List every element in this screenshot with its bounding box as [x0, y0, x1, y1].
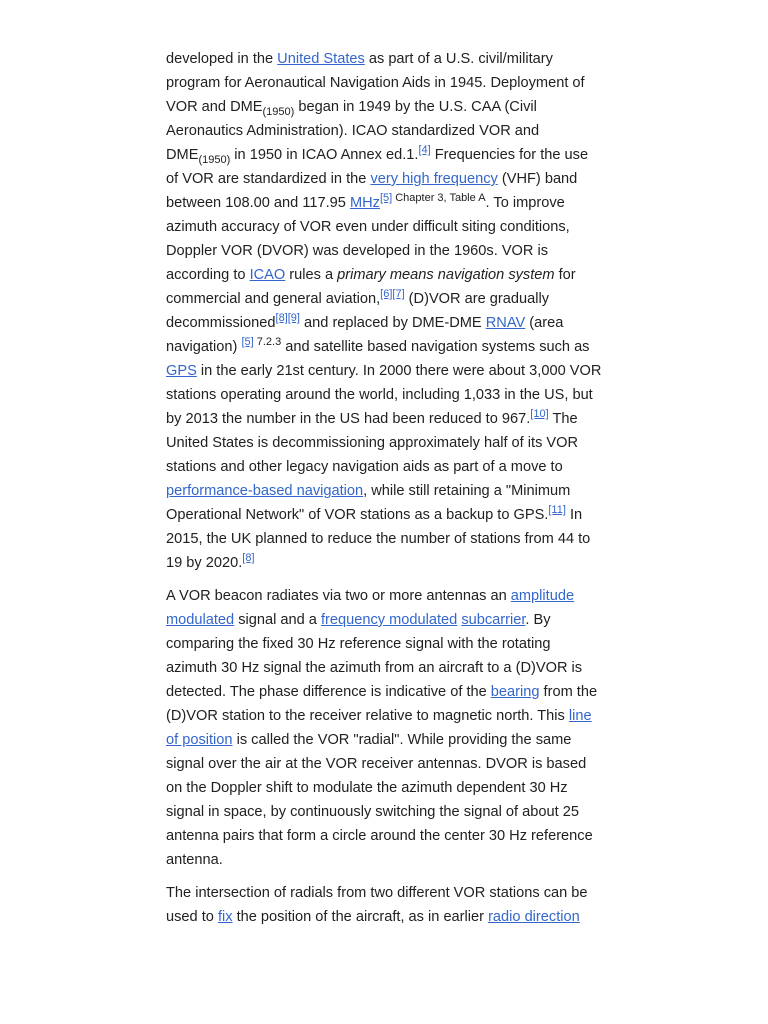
text: . By comparing the fixed 30 Hz reference signal with the rotating azimuth 30 Hz signal the azimuth from an aircraft to a (D)VOR is detected. The phase difference is indicative of the — [166, 612, 583, 700]
text: began in 1949 by the U.S. CAA (Civil Aeronautics Administration). ICAO standardized VOR and DME — [166, 99, 540, 163]
reference-8[interactable]: [8] — [242, 552, 255, 565]
text: In 2015, the UK planned to reduce the number of stations from 44 to 19 by 2020. — [166, 507, 591, 571]
reference-9[interactable]: [9] — [287, 312, 300, 325]
link-gps[interactable]: GPS — [166, 363, 197, 379]
link-very-high-frequency[interactable]: very high frequency — [370, 171, 498, 187]
text: A VOR beacon radiates via two or more antennas an — [166, 588, 511, 604]
text: , while still retaining a "Minimum Operational Network" of VOR stations as a backup to GPS. — [166, 483, 571, 523]
link-performance-based-navigation[interactable]: performance-based navigation — [166, 483, 364, 499]
reference-page-note: 7.2.3 — [253, 336, 282, 349]
text: the position of the aircraft, as in earlier — [232, 909, 489, 925]
link-subcarrier[interactable]: subcarrier — [461, 612, 526, 628]
text: in the early 21st century. In 2000 there were about 3,000 VOR stations operating around the world, including 1,033 in the US, but by 2013 the number in the US had been reduced to 967. — [166, 363, 602, 427]
paragraph-history — [166, 47, 602, 575]
text: (VHF) band between 108.00 and 117.95 — [166, 171, 578, 211]
text: (D)VOR are gradually decommissioned — [166, 291, 549, 331]
text: signal and a — [234, 612, 321, 628]
reference-11[interactable]: [11] — [548, 504, 566, 517]
subscript-1950: (1950) — [262, 105, 295, 118]
text: . To improve azimuth accuracy of VOR even under difficult siting conditions, Doppler VOR (DVOR) was developed in the 1960s. VOR is according to — [166, 195, 570, 283]
reference-5[interactable]: [5] — [379, 192, 393, 205]
link-frequency-modulated[interactable]: frequency modulated — [320, 612, 458, 628]
link-radio-direction[interactable]: radio direction — [488, 909, 580, 925]
reference-page-note: Chapter 3, Table A — [392, 192, 486, 205]
link-mhz[interactable]: MHz — [349, 195, 380, 211]
paragraph-operation — [166, 584, 602, 872]
link-rnav[interactable]: RNAV — [485, 315, 526, 331]
text: as part of a U.S. civil/military program for Aeronautical Navigation Aids in 1945. Deployment of VOR and DME — [166, 51, 585, 115]
link-amplitude-modulated[interactable]: amplitude modulated — [166, 588, 575, 628]
link-icao[interactable]: ICAO — [249, 267, 286, 283]
italic-term: primary means navigation system — [337, 267, 555, 283]
text: for commercial and general aviation, — [166, 267, 576, 307]
text: (area navigation) — [166, 315, 564, 355]
text: and satellite based navigation systems such as — [281, 339, 590, 355]
reference-4[interactable]: [4] — [418, 144, 431, 157]
text: The United States is decommissioning approximately half of its VOR stations and other legacy navigation aids as part of a move to — [166, 411, 579, 475]
text: The intersection of radials from two different VOR stations can be used to — [166, 885, 588, 925]
article-body — [166, 47, 602, 938]
text: rules a — [285, 267, 338, 283]
link-bearing[interactable]: bearing — [490, 684, 540, 700]
reference-7[interactable]: [7] — [392, 288, 405, 301]
link-united-states[interactable]: United States — [277, 51, 365, 67]
subscript-1950: (1950) — [198, 153, 231, 166]
reference-6[interactable]: [6] — [380, 288, 393, 301]
reference-10[interactable]: [10] — [530, 408, 549, 421]
text: in 1950 in ICAO Annex ed.1. — [230, 147, 419, 163]
text: is called the VOR "radial". While providing the same signal over the air at the VOR receiver antennas. DVOR is based on the Doppler shift to modulate the azimuth dependent 30 Hz signal in space, by continuously switching the signal of about 25 antenna pairs that form a circle around the center 30 Hz reference antenna. — [166, 732, 593, 868]
reference-8[interactable]: [8] — [275, 312, 288, 325]
text: and replaced by DME-DME — [299, 315, 486, 331]
text: Frequencies for the use of VOR are standardized in the — [166, 147, 589, 187]
reference-5[interactable]: [5] — [241, 336, 254, 349]
text: developed in the — [166, 51, 278, 67]
link-fix[interactable]: fix — [217, 909, 233, 925]
text: from the (D)VOR station to the receiver relative to magnetic north. This — [166, 684, 598, 724]
paragraph-intersection — [166, 881, 602, 929]
link-line-of-position[interactable]: line of position — [166, 708, 592, 748]
